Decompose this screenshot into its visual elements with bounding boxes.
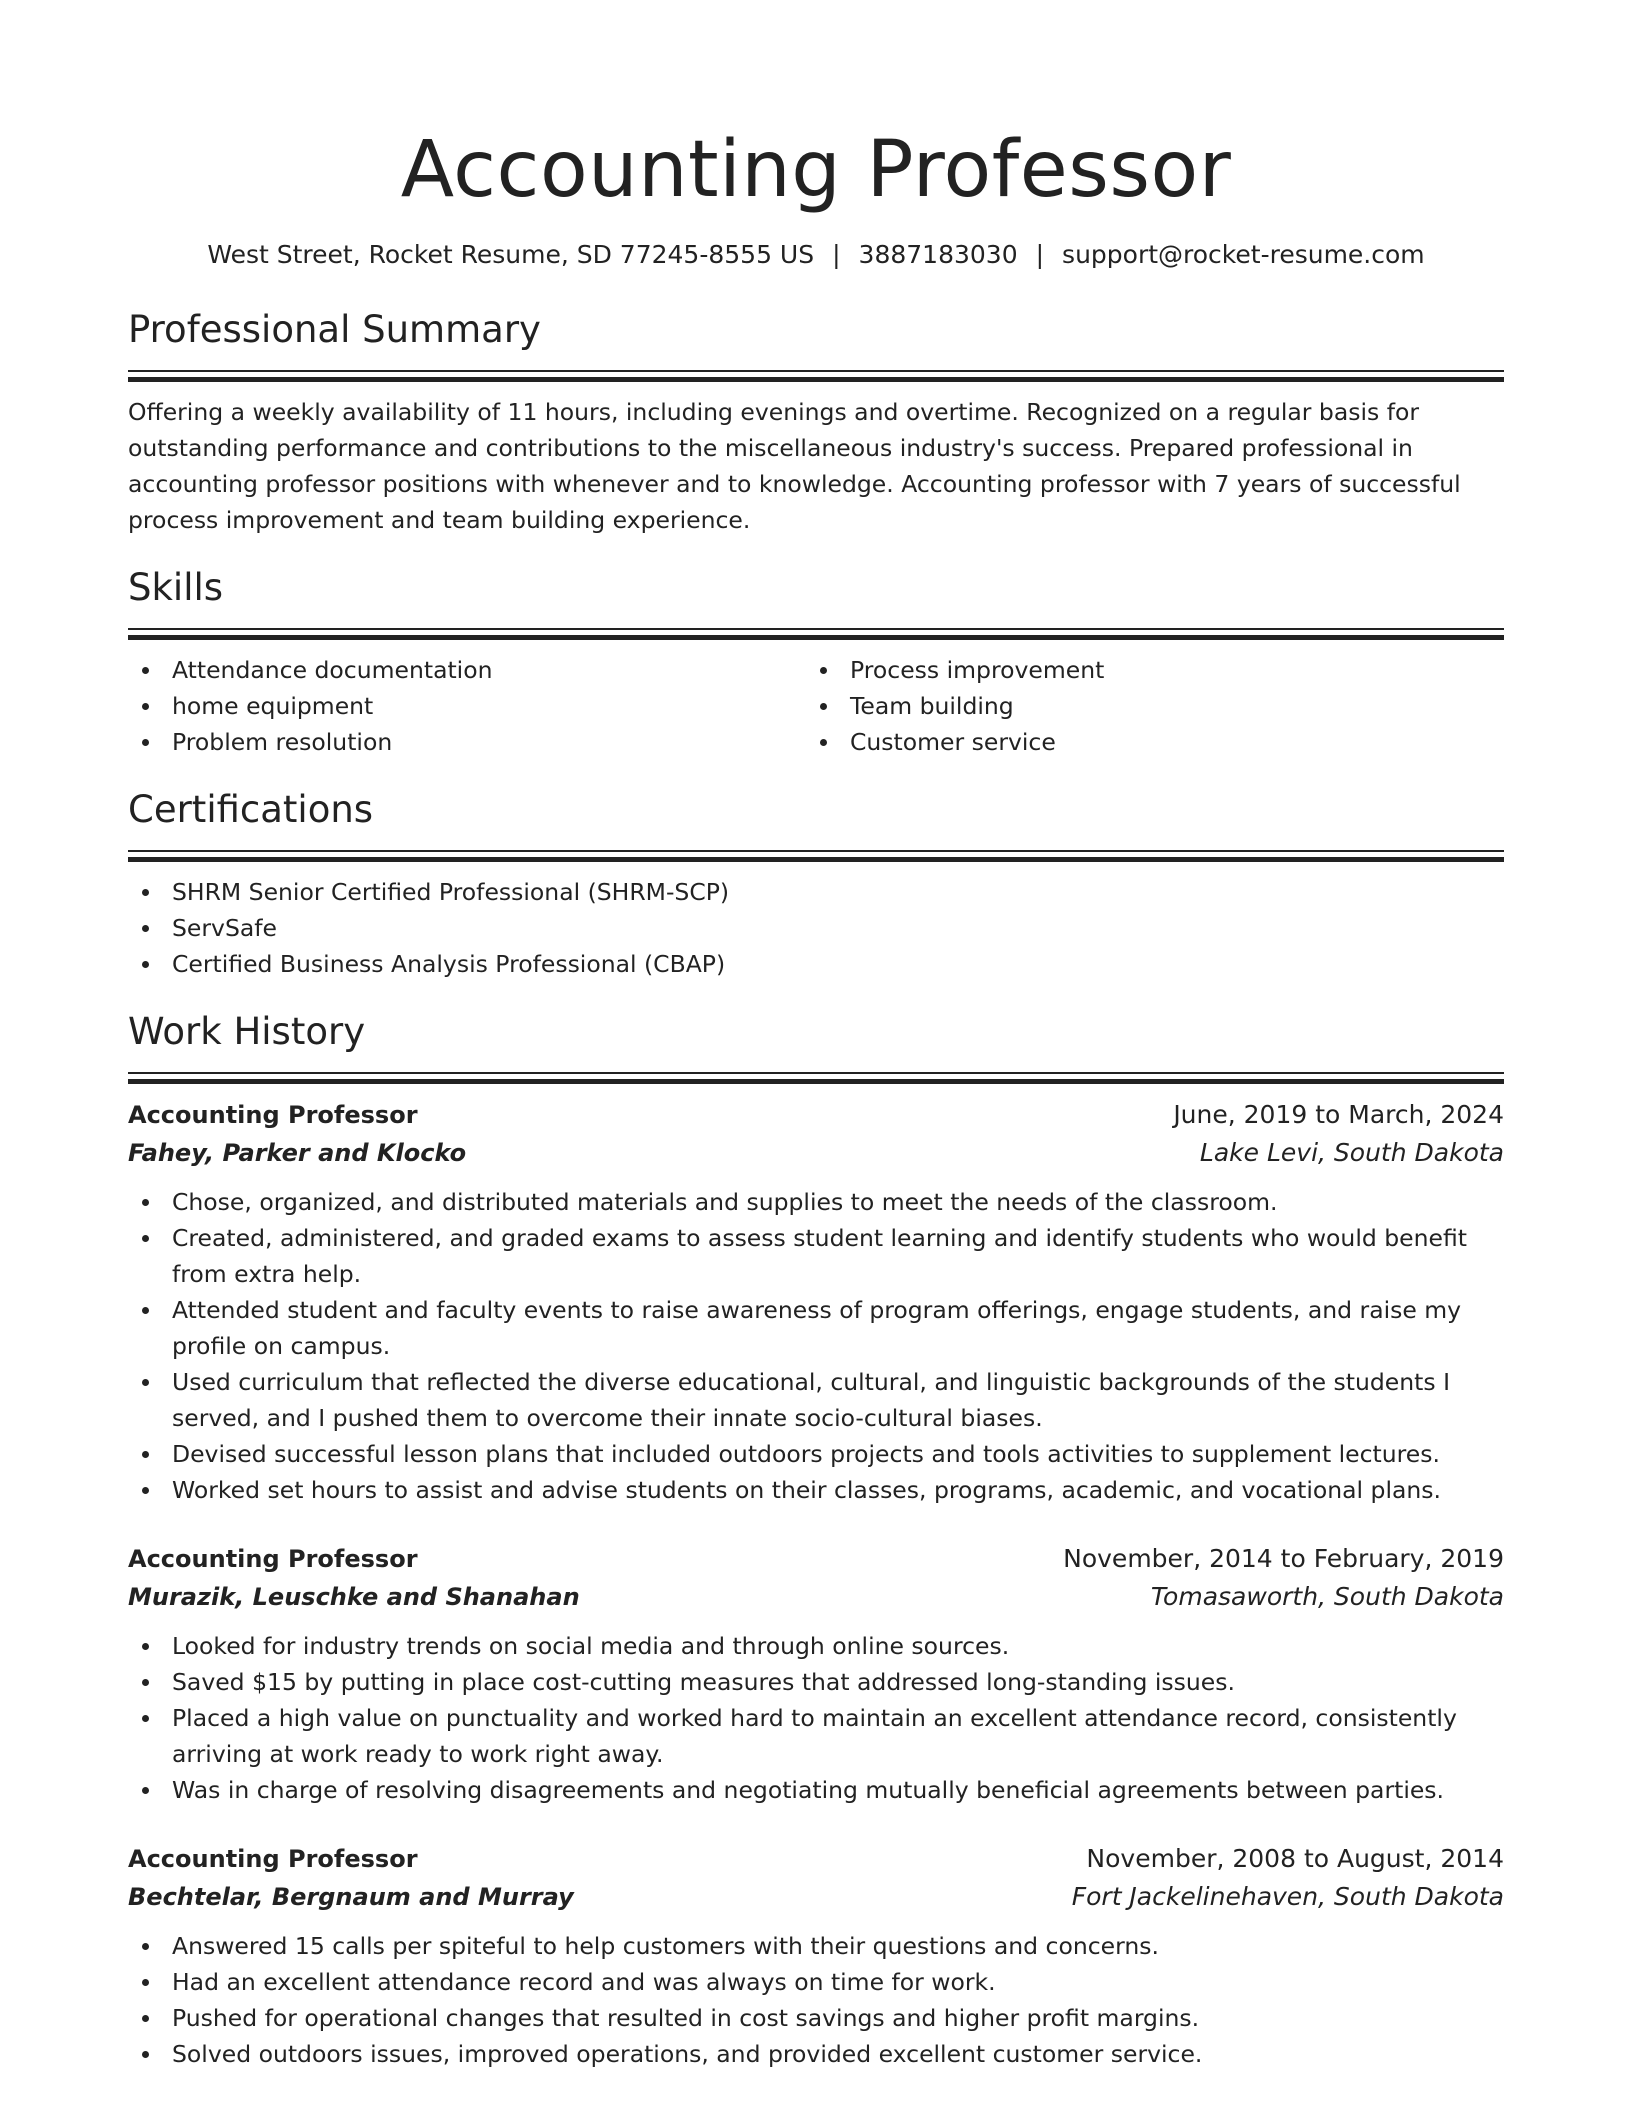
skill-item: Process improvement: [806, 652, 1484, 688]
skill-item: Problem resolution: [128, 724, 806, 760]
certification-item: Certified Business Analysis Professional (CBAP): [128, 946, 1504, 982]
summary-section: [128, 306, 1504, 538]
contact-line: [128, 238, 1504, 272]
job-bullet: Saved $15 by putting in place cost-cutting measures that addressed long-standing issues.: [128, 1664, 1504, 1700]
email[interactable]: support@rocket-resume.com: [1062, 240, 1425, 269]
job-bullets: [128, 1628, 1504, 1808]
job-title: Accounting Professor: [128, 1545, 418, 1573]
job-dates: November, 2008 to August, 2014: [1086, 1844, 1504, 1873]
job-title: Accounting Professor: [128, 1101, 418, 1129]
job-dates: June, 2019 to March, 2024: [1173, 1100, 1504, 1129]
section-title-summary: Professional Summary: [128, 308, 541, 351]
job-location: Lake Levi, South Dakota: [1199, 1138, 1504, 1167]
contact-separator: |: [832, 240, 841, 269]
job-entry: [128, 1540, 1504, 1808]
candidate-name: Accounting Professor: [400, 125, 1232, 215]
skills-grid: [128, 652, 1504, 760]
section-divider: [128, 850, 1504, 862]
skills-section: [128, 564, 1504, 760]
skills-list-left: [128, 652, 806, 760]
job-entry: [128, 1096, 1504, 1508]
job-header: [128, 1840, 1504, 1878]
section-divider: [128, 1072, 1504, 1084]
job-bullet: Pushed for operational changes that resulted in cost savings and higher profit margins.: [128, 2000, 1504, 2036]
section-title-skills: Skills: [128, 566, 224, 609]
resume-page: [128, 0, 1504, 2072]
job-bullet: Worked set hours to assist and advise students on their classes, programs, academic, and vocational plans.: [128, 1472, 1504, 1508]
job-title: Accounting Professor: [128, 1845, 418, 1873]
job-subheader: [128, 1134, 1504, 1172]
job-bullet: Chose, organized, and distributed materials and supplies to meet the needs of the classroom.: [128, 1184, 1504, 1220]
job-entry: [128, 1840, 1504, 2072]
job-bullet: Placed a high value on punctuality and worked hard to maintain an excellent attendance record, consistently arriving at work ready to work right away.: [128, 1700, 1504, 1772]
job-company: Murazik, Leuschke and Shanahan: [128, 1583, 580, 1611]
job-company: Bechtelar, Bergnaum and Murray: [128, 1883, 574, 1911]
job-header: [128, 1096, 1504, 1134]
job-subheader: [128, 1578, 1504, 1616]
job-bullet: Had an excellent attendance record and was always on time for work.: [128, 1964, 1504, 2000]
phone: 3887183030: [858, 240, 1018, 269]
job-bullet: Solved outdoors issues, improved operations, and provided excellent customer service.: [128, 2036, 1504, 2072]
certifications-list: [128, 874, 1504, 982]
skill-item: Customer service: [806, 724, 1484, 760]
address: West Street, Rocket Resume, SD 77245-8555 US: [207, 240, 815, 269]
contact-separator: |: [1035, 240, 1045, 269]
section-title-work-history: Work History: [128, 1010, 366, 1053]
job-bullet: Attended student and faculty events to raise awareness of program offerings, engage students, and raise my profile on campus.: [128, 1292, 1504, 1364]
certification-item: SHRM Senior Certified Professional (SHRM-SCP): [128, 874, 1504, 910]
certification-item: ServSafe: [128, 910, 1504, 946]
job-location: Fort Jackelinehaven, South Dakota: [1071, 1882, 1504, 1911]
section-title-certifications: Certifications: [128, 788, 374, 831]
work-history-section: [128, 1008, 1504, 2072]
job-bullet: Was in charge of resolving disagreements and negotiating mutually beneficial agreements between parties.: [128, 1772, 1504, 1808]
skill-item: Team building: [806, 688, 1484, 724]
certifications-section: [128, 786, 1504, 982]
section-divider: [128, 628, 1504, 640]
job-bullets: [128, 1184, 1504, 1508]
job-bullet: Used curriculum that reflected the diverse educational, cultural, and linguistic backgrounds of the students I served, and I pushed them to overcome their innate socio-cultural biases.: [128, 1364, 1504, 1436]
job-bullet: Created, administered, and graded exams to assess student learning and identify students who would benefit from extra help.: [128, 1220, 1504, 1292]
skill-item: Attendance documentation: [128, 652, 806, 688]
skills-list-right: [806, 652, 1484, 760]
job-dates: November, 2014 to February, 2019: [1063, 1544, 1504, 1573]
job-bullet: Answered 15 calls per spiteful to help customers with their questions and concerns.: [128, 1928, 1504, 1964]
job-subheader: [128, 1878, 1504, 1916]
job-header: [128, 1540, 1504, 1578]
section-divider: [128, 370, 1504, 382]
skill-item: home equipment: [128, 688, 806, 724]
job-location: Tomasaworth, South Dakota: [1150, 1582, 1504, 1611]
job-company: Fahey, Parker and Klocko: [128, 1139, 467, 1167]
summary-text: Offering a weekly availability of 11 hours, including evenings and overtime. Recognized on a regular basis for outstanding performance and contributions to the miscellaneous industry's success. Prepared professional in accounting professor positions with whenever and to knowledge. Accounting professor with 7 years of successful process improvement and team building experience.: [128, 398, 1461, 534]
job-bullets: [128, 1928, 1504, 2072]
job-bullet: Devised successful lesson plans that included outdoors projects and tools activities to supplement lectures.: [128, 1436, 1504, 1472]
job-bullet: Looked for industry trends on social media and through online sources.: [128, 1628, 1504, 1664]
